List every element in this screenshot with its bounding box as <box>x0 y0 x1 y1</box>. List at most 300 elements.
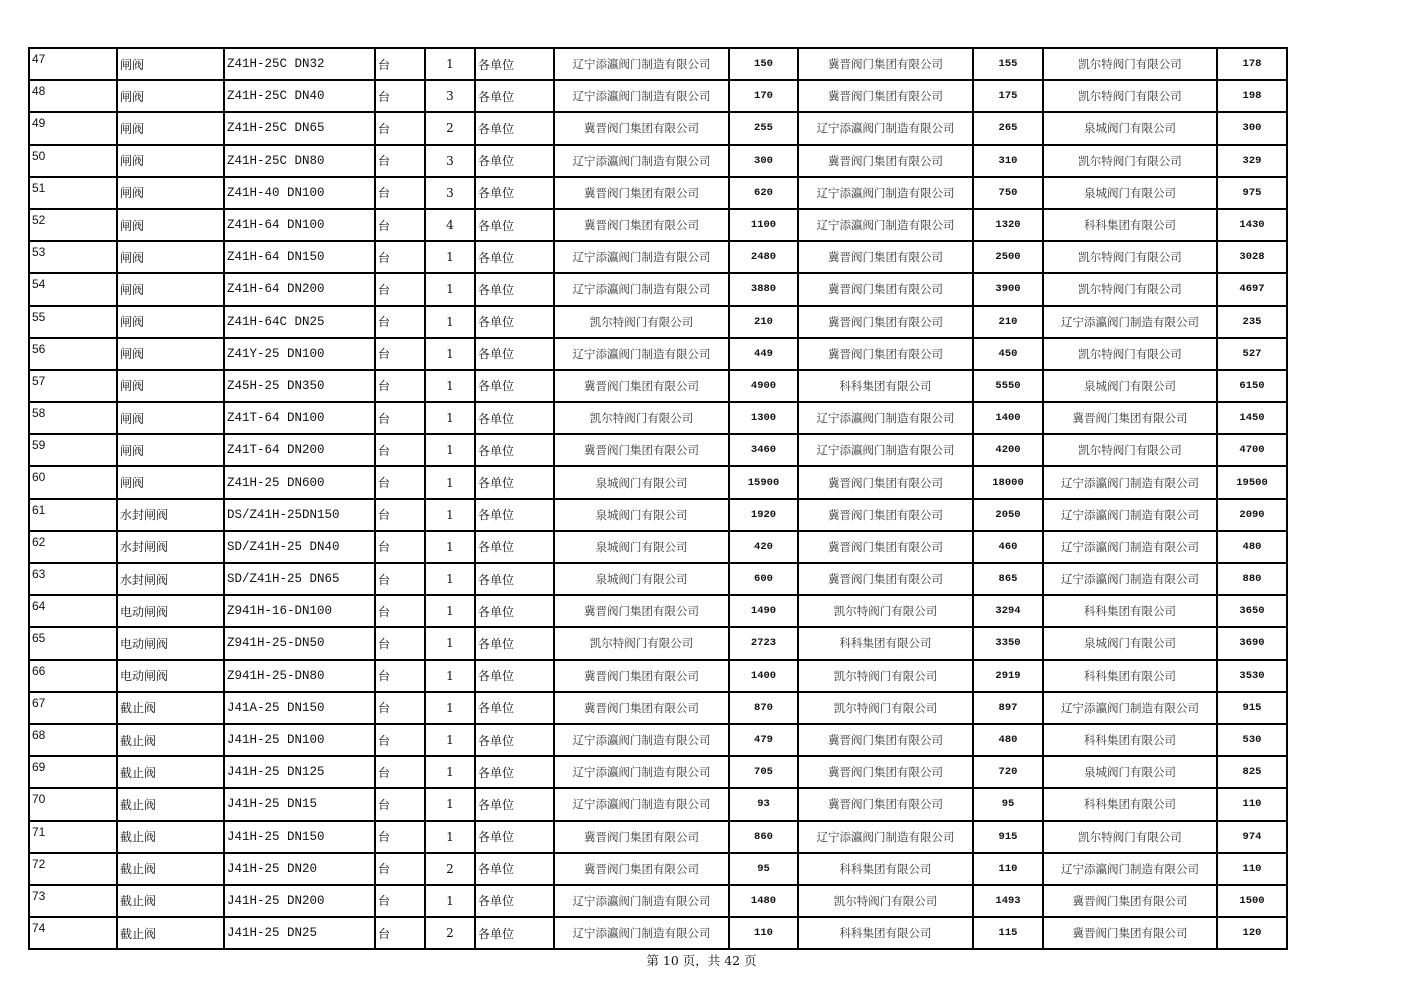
supplier-2: 科科集团有限公司 <box>798 370 973 402</box>
price-2: 310 <box>973 145 1043 177</box>
user-unit: 各单位 <box>475 788 554 820</box>
supplier-3: 凯尔特阀门有限公司 <box>1043 145 1217 177</box>
supplier-3: 辽宁添瀛阀门制造有限公司 <box>1043 499 1217 531</box>
quantity: 1 <box>425 531 475 563</box>
table-row <box>29 241 1287 273</box>
supplier-2: 冀晋阀门集团有限公司 <box>798 788 973 820</box>
unit: 台 <box>375 627 425 659</box>
user-unit: 各单位 <box>475 273 554 305</box>
user-unit: 各单位 <box>475 756 554 788</box>
product-name: 截止阀 <box>117 724 224 756</box>
row-number: 48 <box>29 80 117 112</box>
user-unit: 各单位 <box>475 692 554 724</box>
product-name: 闸阀 <box>117 80 224 112</box>
price-1: 210 <box>729 306 798 338</box>
table-row <box>29 209 1287 241</box>
unit: 台 <box>375 80 425 112</box>
supplier-3: 泉城阀门有限公司 <box>1043 627 1217 659</box>
supplier-1: 泉城阀门有限公司 <box>554 563 729 595</box>
row-number: 69 <box>29 756 117 788</box>
model-spec: Z41H-40 DN100 <box>224 177 375 209</box>
row-number: 65 <box>29 627 117 659</box>
table-row <box>29 434 1287 466</box>
row-number: 74 <box>29 917 117 949</box>
model-spec: Z941H-16-DN100 <box>224 595 375 627</box>
price-2: 95 <box>973 788 1043 820</box>
table-row <box>29 756 1287 788</box>
quantity: 1 <box>425 370 475 402</box>
price-1: 870 <box>729 692 798 724</box>
model-spec: J41A-25 DN150 <box>224 692 375 724</box>
supplier-2: 辽宁添瀛阀门制造有限公司 <box>798 112 973 144</box>
quantity: 1 <box>425 595 475 627</box>
supplier-3: 冀晋阀门集团有限公司 <box>1043 917 1217 949</box>
quantity: 1 <box>425 434 475 466</box>
row-number: 53 <box>29 241 117 273</box>
unit: 台 <box>375 660 425 692</box>
user-unit: 各单位 <box>475 853 554 885</box>
price-2: 480 <box>973 724 1043 756</box>
user-unit: 各单位 <box>475 338 554 370</box>
price-2: 3900 <box>973 273 1043 305</box>
price-1: 300 <box>729 145 798 177</box>
table-row <box>29 80 1287 112</box>
model-spec: Z41H-25C DN32 <box>224 48 375 80</box>
user-unit: 各单位 <box>475 112 554 144</box>
price-3: 120 <box>1217 917 1287 949</box>
table-row <box>29 595 1287 627</box>
supplier-3: 凯尔特阀门有限公司 <box>1043 80 1217 112</box>
supplier-2: 冀晋阀门集团有限公司 <box>798 241 973 273</box>
model-spec: Z41T-64 DN100 <box>224 402 375 434</box>
table-row <box>29 885 1287 917</box>
supplier-1: 冀晋阀门集团有限公司 <box>554 209 729 241</box>
price-3: 3650 <box>1217 595 1287 627</box>
model-spec: J41H-25 DN20 <box>224 853 375 885</box>
price-1: 420 <box>729 531 798 563</box>
model-spec: J41H-25 DN150 <box>224 821 375 853</box>
supplier-3: 冀晋阀门集团有限公司 <box>1043 402 1217 434</box>
price-3: 825 <box>1217 756 1287 788</box>
price-1: 1100 <box>729 209 798 241</box>
row-number: 54 <box>29 273 117 305</box>
supplier-2: 辽宁添瀛阀门制造有限公司 <box>798 402 973 434</box>
unit: 台 <box>375 273 425 305</box>
model-spec: J41H-25 DN200 <box>224 885 375 917</box>
supplier-3: 辽宁添瀛阀门制造有限公司 <box>1043 563 1217 595</box>
row-number: 72 <box>29 853 117 885</box>
product-name: 截止阀 <box>117 853 224 885</box>
table-row <box>29 627 1287 659</box>
unit: 台 <box>375 692 425 724</box>
unit: 台 <box>375 466 425 498</box>
price-2: 5550 <box>973 370 1043 402</box>
quantity: 3 <box>425 80 475 112</box>
supplier-2: 凯尔特阀门有限公司 <box>798 595 973 627</box>
price-3: 530 <box>1217 724 1287 756</box>
table-row <box>29 563 1287 595</box>
quantity: 1 <box>425 402 475 434</box>
table-body <box>29 48 1287 949</box>
price-2: 155 <box>973 48 1043 80</box>
user-unit: 各单位 <box>475 80 554 112</box>
user-unit: 各单位 <box>475 241 554 273</box>
unit: 台 <box>375 402 425 434</box>
table-row <box>29 370 1287 402</box>
supplier-2: 冀晋阀门集团有限公司 <box>798 563 973 595</box>
unit: 台 <box>375 756 425 788</box>
quantity: 1 <box>425 660 475 692</box>
supplier-3: 科科集团有限公司 <box>1043 595 1217 627</box>
price-1: 255 <box>729 112 798 144</box>
supplier-2: 辽宁添瀛阀门制造有限公司 <box>798 177 973 209</box>
price-2: 1493 <box>973 885 1043 917</box>
unit: 台 <box>375 177 425 209</box>
user-unit: 各单位 <box>475 531 554 563</box>
supplier-3: 泉城阀门有限公司 <box>1043 370 1217 402</box>
supplier-2: 冀晋阀门集团有限公司 <box>798 338 973 370</box>
supplier-1: 辽宁添瀛阀门制造有限公司 <box>554 80 729 112</box>
price-1: 3880 <box>729 273 798 305</box>
supplier-2: 冀晋阀门集团有限公司 <box>798 80 973 112</box>
model-spec: Z41H-64 DN200 <box>224 273 375 305</box>
supplier-1: 凯尔特阀门有限公司 <box>554 306 729 338</box>
supplier-1: 冀晋阀门集团有限公司 <box>554 692 729 724</box>
supplier-2: 科科集团有限公司 <box>798 917 973 949</box>
price-3: 4700 <box>1217 434 1287 466</box>
row-number: 55 <box>29 306 117 338</box>
price-1: 170 <box>729 80 798 112</box>
row-number: 59 <box>29 434 117 466</box>
table-row <box>29 499 1287 531</box>
price-3: 880 <box>1217 563 1287 595</box>
unit: 台 <box>375 885 425 917</box>
row-number: 70 <box>29 788 117 820</box>
supplier-3: 泉城阀门有限公司 <box>1043 177 1217 209</box>
supplier-2: 冀晋阀门集团有限公司 <box>798 273 973 305</box>
quantity: 1 <box>425 692 475 724</box>
price-3: 4697 <box>1217 273 1287 305</box>
quantity: 2 <box>425 112 475 144</box>
model-spec: J41H-25 DN100 <box>224 724 375 756</box>
model-spec: J41H-25 DN15 <box>224 788 375 820</box>
supplier-3: 冀晋阀门集团有限公司 <box>1043 885 1217 917</box>
supplier-2: 冀晋阀门集团有限公司 <box>798 306 973 338</box>
quantity: 1 <box>425 499 475 531</box>
unit: 台 <box>375 338 425 370</box>
price-2: 3294 <box>973 595 1043 627</box>
supplier-2: 冀晋阀门集团有限公司 <box>798 48 973 80</box>
supplier-3: 凯尔特阀门有限公司 <box>1043 434 1217 466</box>
supplier-3: 凯尔特阀门有限公司 <box>1043 241 1217 273</box>
supplier-3: 辽宁添瀛阀门制造有限公司 <box>1043 306 1217 338</box>
price-1: 110 <box>729 917 798 949</box>
table-row <box>29 402 1287 434</box>
supplier-3: 辽宁添瀛阀门制造有限公司 <box>1043 466 1217 498</box>
supplier-2: 辽宁添瀛阀门制造有限公司 <box>798 209 973 241</box>
quantity: 3 <box>425 145 475 177</box>
price-3: 235 <box>1217 306 1287 338</box>
price-1: 2480 <box>729 241 798 273</box>
user-unit: 各单位 <box>475 563 554 595</box>
supplier-1: 辽宁添瀛阀门制造有限公司 <box>554 338 729 370</box>
model-spec: Z41T-64 DN200 <box>224 434 375 466</box>
price-1: 15900 <box>729 466 798 498</box>
price-1: 600 <box>729 563 798 595</box>
table-row <box>29 531 1287 563</box>
model-spec: J41H-25 DN25 <box>224 917 375 949</box>
unit: 台 <box>375 531 425 563</box>
price-3: 974 <box>1217 821 1287 853</box>
supplier-2: 冀晋阀门集团有限公司 <box>798 531 973 563</box>
product-name: 截止阀 <box>117 917 224 949</box>
model-spec: SD/Z41H-25 DN40 <box>224 531 375 563</box>
unit: 台 <box>375 434 425 466</box>
price-1: 1480 <box>729 885 798 917</box>
unit: 台 <box>375 145 425 177</box>
supplier-3: 辽宁添瀛阀门制造有限公司 <box>1043 531 1217 563</box>
unit: 台 <box>375 595 425 627</box>
price-3: 1500 <box>1217 885 1287 917</box>
row-number: 49 <box>29 112 117 144</box>
supplier-3: 凯尔特阀门有限公司 <box>1043 338 1217 370</box>
quantity: 1 <box>425 821 475 853</box>
price-3: 3028 <box>1217 241 1287 273</box>
product-name: 闸阀 <box>117 466 224 498</box>
supplier-1: 凯尔特阀门有限公司 <box>554 627 729 659</box>
supplier-1: 冀晋阀门集团有限公司 <box>554 112 729 144</box>
quantity: 1 <box>425 273 475 305</box>
page-footer: 第 10 页，共 42 页 <box>646 953 757 968</box>
price-2: 460 <box>973 531 1043 563</box>
unit: 台 <box>375 563 425 595</box>
supplier-3: 泉城阀门有限公司 <box>1043 756 1217 788</box>
quantity: 3 <box>425 177 475 209</box>
row-number: 51 <box>29 177 117 209</box>
user-unit: 各单位 <box>475 370 554 402</box>
price-2: 897 <box>973 692 1043 724</box>
supplier-3: 科科集团有限公司 <box>1043 209 1217 241</box>
price-3: 1450 <box>1217 402 1287 434</box>
price-2: 915 <box>973 821 1043 853</box>
model-spec: DS/Z41H-25DN150 <box>224 499 375 531</box>
supplier-1: 冀晋阀门集团有限公司 <box>554 660 729 692</box>
product-name: 闸阀 <box>117 306 224 338</box>
table-row <box>29 177 1287 209</box>
price-3: 915 <box>1217 692 1287 724</box>
price-3: 527 <box>1217 338 1287 370</box>
supplier-1: 辽宁添瀛阀门制造有限公司 <box>554 724 729 756</box>
product-name: 闸阀 <box>117 273 224 305</box>
unit: 台 <box>375 306 425 338</box>
price-3: 110 <box>1217 788 1287 820</box>
table-row <box>29 853 1287 885</box>
unit: 台 <box>375 499 425 531</box>
product-name: 截止阀 <box>117 821 224 853</box>
user-unit: 各单位 <box>475 177 554 209</box>
row-number: 66 <box>29 660 117 692</box>
user-unit: 各单位 <box>475 499 554 531</box>
price-2: 750 <box>973 177 1043 209</box>
quantity: 1 <box>425 466 475 498</box>
model-spec: Z41H-25 DN600 <box>224 466 375 498</box>
supplier-1: 泉城阀门有限公司 <box>554 531 729 563</box>
row-number: 67 <box>29 692 117 724</box>
price-1: 860 <box>729 821 798 853</box>
model-spec: SD/Z41H-25 DN65 <box>224 563 375 595</box>
quotation-table <box>28 47 1288 950</box>
price-1: 620 <box>729 177 798 209</box>
supplier-2: 冀晋阀门集团有限公司 <box>798 145 973 177</box>
price-2: 210 <box>973 306 1043 338</box>
table-row <box>29 338 1287 370</box>
price-1: 95 <box>729 853 798 885</box>
supplier-2: 冀晋阀门集团有限公司 <box>798 499 973 531</box>
user-unit: 各单位 <box>475 627 554 659</box>
quantity: 1 <box>425 788 475 820</box>
table-row <box>29 724 1287 756</box>
row-number: 50 <box>29 145 117 177</box>
table-row <box>29 145 1287 177</box>
price-3: 2090 <box>1217 499 1287 531</box>
supplier-1: 辽宁添瀛阀门制造有限公司 <box>554 145 729 177</box>
supplier-3: 凯尔特阀门有限公司 <box>1043 273 1217 305</box>
user-unit: 各单位 <box>475 402 554 434</box>
quantity: 4 <box>425 209 475 241</box>
product-name: 闸阀 <box>117 241 224 273</box>
model-spec: Z941H-25-DN50 <box>224 627 375 659</box>
user-unit: 各单位 <box>475 724 554 756</box>
supplier-1: 冀晋阀门集团有限公司 <box>554 595 729 627</box>
table-row <box>29 660 1287 692</box>
quantity: 1 <box>425 885 475 917</box>
price-2: 175 <box>973 80 1043 112</box>
product-name: 水封闸阀 <box>117 531 224 563</box>
price-2: 450 <box>973 338 1043 370</box>
row-number: 52 <box>29 209 117 241</box>
user-unit: 各单位 <box>475 821 554 853</box>
product-name: 闸阀 <box>117 177 224 209</box>
price-1: 2723 <box>729 627 798 659</box>
price-2: 2919 <box>973 660 1043 692</box>
supplier-3: 辽宁添瀛阀门制造有限公司 <box>1043 692 1217 724</box>
price-3: 300 <box>1217 112 1287 144</box>
price-1: 1920 <box>729 499 798 531</box>
row-number: 47 <box>29 48 117 80</box>
user-unit: 各单位 <box>475 885 554 917</box>
row-number: 60 <box>29 466 117 498</box>
quantity: 1 <box>425 756 475 788</box>
price-1: 479 <box>729 724 798 756</box>
price-3: 178 <box>1217 48 1287 80</box>
supplier-3: 凯尔特阀门有限公司 <box>1043 48 1217 80</box>
quantity: 2 <box>425 917 475 949</box>
price-3: 975 <box>1217 177 1287 209</box>
supplier-1: 辽宁添瀛阀门制造有限公司 <box>554 917 729 949</box>
price-3: 1430 <box>1217 209 1287 241</box>
price-1: 93 <box>729 788 798 820</box>
user-unit: 各单位 <box>475 917 554 949</box>
product-name: 闸阀 <box>117 112 224 144</box>
price-1: 1300 <box>729 402 798 434</box>
product-name: 截止阀 <box>117 788 224 820</box>
quantity: 2 <box>425 853 475 885</box>
price-2: 18000 <box>973 466 1043 498</box>
price-3: 480 <box>1217 531 1287 563</box>
price-2: 2500 <box>973 241 1043 273</box>
quantity: 1 <box>425 306 475 338</box>
row-number: 64 <box>29 595 117 627</box>
table-row <box>29 48 1287 80</box>
supplier-1: 冀晋阀门集团有限公司 <box>554 370 729 402</box>
quantity: 1 <box>425 627 475 659</box>
price-2: 1320 <box>973 209 1043 241</box>
price-3: 329 <box>1217 145 1287 177</box>
price-1: 150 <box>729 48 798 80</box>
quantity: 1 <box>425 48 475 80</box>
row-number: 61 <box>29 499 117 531</box>
table-row <box>29 821 1287 853</box>
unit: 台 <box>375 370 425 402</box>
row-number: 58 <box>29 402 117 434</box>
price-1: 449 <box>729 338 798 370</box>
table-row <box>29 788 1287 820</box>
product-name: 闸阀 <box>117 209 224 241</box>
price-1: 705 <box>729 756 798 788</box>
supplier-3: 凯尔特阀门有限公司 <box>1043 821 1217 853</box>
quantity: 1 <box>425 241 475 273</box>
product-name: 截止阀 <box>117 692 224 724</box>
table-row <box>29 273 1287 305</box>
unit: 台 <box>375 821 425 853</box>
table-row <box>29 692 1287 724</box>
quantity: 1 <box>425 563 475 595</box>
user-unit: 各单位 <box>475 466 554 498</box>
supplier-1: 冀晋阀门集团有限公司 <box>554 821 729 853</box>
model-spec: Z41H-25C DN80 <box>224 145 375 177</box>
price-2: 3350 <box>973 627 1043 659</box>
table-row <box>29 917 1287 949</box>
supplier-1: 辽宁添瀛阀门制造有限公司 <box>554 885 729 917</box>
row-number: 71 <box>29 821 117 853</box>
model-spec: Z41H-64 DN150 <box>224 241 375 273</box>
supplier-2: 冀晋阀门集团有限公司 <box>798 724 973 756</box>
model-spec: Z41H-25C DN40 <box>224 80 375 112</box>
model-spec: Z41Y-25 DN100 <box>224 338 375 370</box>
model-spec: Z41H-64 DN100 <box>224 209 375 241</box>
supplier-1: 冀晋阀门集团有限公司 <box>554 853 729 885</box>
row-number: 63 <box>29 563 117 595</box>
user-unit: 各单位 <box>475 660 554 692</box>
supplier-3: 辽宁添瀛阀门制造有限公司 <box>1043 853 1217 885</box>
table-row <box>29 306 1287 338</box>
product-name: 闸阀 <box>117 370 224 402</box>
product-name: 截止阀 <box>117 885 224 917</box>
user-unit: 各单位 <box>475 434 554 466</box>
table-row <box>29 466 1287 498</box>
unit: 台 <box>375 853 425 885</box>
product-name: 闸阀 <box>117 145 224 177</box>
supplier-1: 凯尔特阀门有限公司 <box>554 402 729 434</box>
supplier-3: 科科集团有限公司 <box>1043 788 1217 820</box>
price-1: 4900 <box>729 370 798 402</box>
supplier-1: 辽宁添瀛阀门制造有限公司 <box>554 756 729 788</box>
supplier-3: 科科集团有限公司 <box>1043 660 1217 692</box>
user-unit: 各单位 <box>475 209 554 241</box>
row-number: 68 <box>29 724 117 756</box>
supplier-3: 科科集团有限公司 <box>1043 724 1217 756</box>
supplier-1: 泉城阀门有限公司 <box>554 466 729 498</box>
